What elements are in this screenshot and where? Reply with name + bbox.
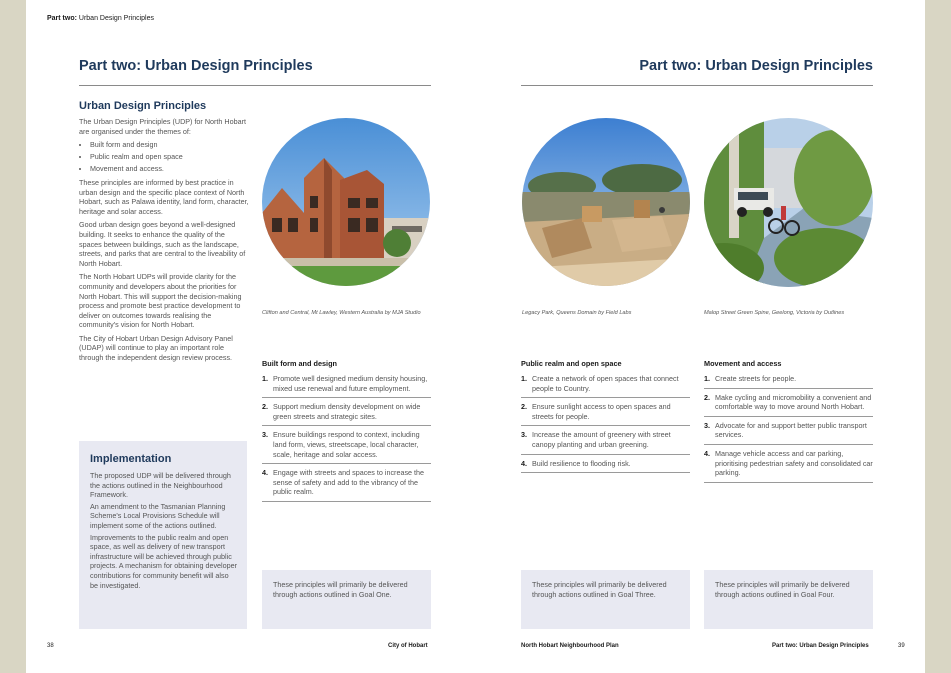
principle-number: 3. (521, 430, 527, 440)
principle-number: 1. (262, 374, 268, 383)
theme-item: • Movement and access. (90, 164, 249, 174)
body-paragraph: The North Hobart UDPs will provide clarity for the community and developers about the priorities for North Hobart. This will support the decision-making process and promote best practice development to deliver on outcomes towards realising the community's vision for North Hobart. (79, 272, 242, 330)
principle-text: Support medium density development on wide green streets and strategic sites. (273, 402, 421, 421)
principle-number: 3. (262, 430, 268, 440)
park-photo-caption: Legacy Park, Queens Domain by Field Labs (522, 310, 632, 316)
principle-text: Ensure sunlight access to open spaces and streets for people. (532, 402, 671, 421)
principle-text: Build resilience to flooding risk. (532, 458, 631, 468)
implementation-box (79, 441, 247, 629)
public-realm-list (521, 374, 690, 477)
left-page-title: Part two: Urban Design Principles (79, 58, 313, 74)
principle-number: 4. (704, 448, 710, 458)
principle-item (521, 459, 690, 474)
principle-text: Increase the amount of greenery with street canopy planting and urban greening. (532, 430, 671, 449)
park-photo-illustration (522, 118, 690, 286)
theme-item: • Public realm and open space (90, 152, 249, 162)
right-footer-section: Part two: Urban Design Principles (772, 643, 869, 649)
principle-item (521, 374, 690, 398)
intro-text: The Urban Design Principles (UDP) for North Hobart are organised under the themes of: (79, 117, 246, 136)
building-photo-caption: Clifton and Central, Mt Lawley, Western Australia by MJA Studio (262, 310, 421, 316)
principle-text: Create a network of open spaces that connect people to Country. (532, 374, 679, 393)
goal-three-note: These principles will primarily be delivered through actions outlined in Goal Three. (532, 580, 667, 599)
implementation-paragraph: The proposed UDP will be delivered through the actions outlined in the Neighbourhood Framework. (90, 471, 231, 500)
principle-number: 2. (704, 392, 710, 402)
public-realm-heading: Public realm and open space (521, 359, 622, 368)
left-page-number: 38 (47, 643, 54, 649)
principle-number: 1. (521, 374, 527, 383)
implementation-paragraph: Improvements to the public realm and open space, as well as delivery of new transport infrastructure will be achieved through public projects. A mechanism for obtaining developer contributions for community benefit will also be investigated. (90, 532, 238, 590)
principle-number: 2. (521, 402, 527, 412)
theme-list (79, 140, 249, 174)
principle-item (262, 430, 431, 464)
left-title-rule (79, 85, 431, 86)
principle-item (704, 393, 873, 417)
right-footer-plan-name: North Hobart Neighbourhood Plan (521, 643, 619, 649)
movement-heading: Movement and access (704, 359, 782, 368)
body-paragraph: The City of Hobart Urban Design Advisory Panel (UDAP) will continue to play an important role through the independent design review process. (79, 333, 233, 363)
principle-text: Create streets for people. (715, 374, 797, 383)
left-footer-text: City of Hobart (388, 643, 428, 649)
green-spine-photo-caption: Malop Street Green Spine, Geelong, Victoria by Outlines (704, 310, 845, 316)
principle-number: 4. (262, 468, 268, 478)
implementation-paragraph: An amendment to the Tasmanian Planning Scheme's Local Provisions Schedule will implement some of the actions outlined. (90, 501, 226, 530)
building-photo (262, 118, 430, 286)
principle-text: Manage vehicle access and car parking, prioritising pedestrian safety and consolidated car parking. (715, 448, 873, 478)
goal-three-note-box (521, 570, 690, 629)
movement-list (704, 374, 873, 487)
running-header-prefix: Part two: (47, 15, 77, 22)
principle-text: Engage with streets and spaces to increase the sense of safety and add to the vibrancy of the public realm. (273, 468, 425, 497)
principle-item (704, 449, 873, 483)
section-title: Urban Design Principles (79, 100, 207, 112)
intro-column (79, 117, 249, 367)
principle-number: 4. (521, 458, 527, 468)
principle-item (704, 374, 873, 389)
green-spine-photo-illustration (704, 118, 873, 287)
principle-number: 1. (704, 374, 710, 383)
principle-text: Ensure buildings respond to context, including land form, views, streetscape, local character, scale, heritage and solar access. (273, 430, 420, 459)
implementation-text (90, 471, 238, 592)
right-page-title: Part two: Urban Design Principles (639, 58, 873, 74)
built-form-list (262, 374, 431, 506)
body-paragraph: Good urban design goes beyond a well-designed building. It seeks to enhance the quality of the spaces between buildings, such as the landscape, streets, and parks that are central to the liveability of North Hobart. (79, 220, 246, 268)
principle-number: 3. (704, 420, 710, 430)
principle-item (262, 468, 431, 502)
right-title-rule (521, 85, 873, 86)
right-page-number: 39 (898, 643, 905, 649)
park-photo (522, 118, 690, 286)
running-header-text: Urban Design Principles (78, 15, 154, 22)
goal-four-note-box (704, 570, 873, 629)
principle-text: Advocate for and support better public transport services. (715, 420, 867, 440)
goal-one-note-box (262, 570, 431, 629)
principle-item (262, 374, 431, 398)
goal-one-note: These principles will primarily be delivered through actions outlined in Goal One. (273, 580, 408, 599)
theme-item: • Built form and design (90, 140, 249, 150)
document-spread (26, 0, 925, 673)
principle-item (521, 402, 690, 426)
implementation-title: Implementation (90, 453, 172, 465)
principle-item (262, 402, 431, 426)
goal-four-note: These principles will primarily be delivered through actions outlined in Goal Four. (715, 580, 850, 599)
principle-item (704, 421, 873, 445)
principle-number: 2. (262, 402, 268, 412)
body-paragraph: These principles are informed by best practice in urban design and the specific place context of North Hobart, such as Palawa identity, land form, character, heritage and solar access. (79, 177, 249, 216)
built-form-heading: Built form and design (262, 359, 337, 368)
running-header (47, 15, 154, 22)
principle-item (521, 430, 690, 454)
principle-text: Make cycling and micromobility a convenient and comfortable way to move around North Hobart. (715, 392, 872, 412)
principle-text: Promote well designed medium density housing, mixed use renewal and future employment. (273, 374, 428, 393)
building-photo-illustration (262, 118, 430, 286)
green-spine-photo (704, 118, 873, 287)
